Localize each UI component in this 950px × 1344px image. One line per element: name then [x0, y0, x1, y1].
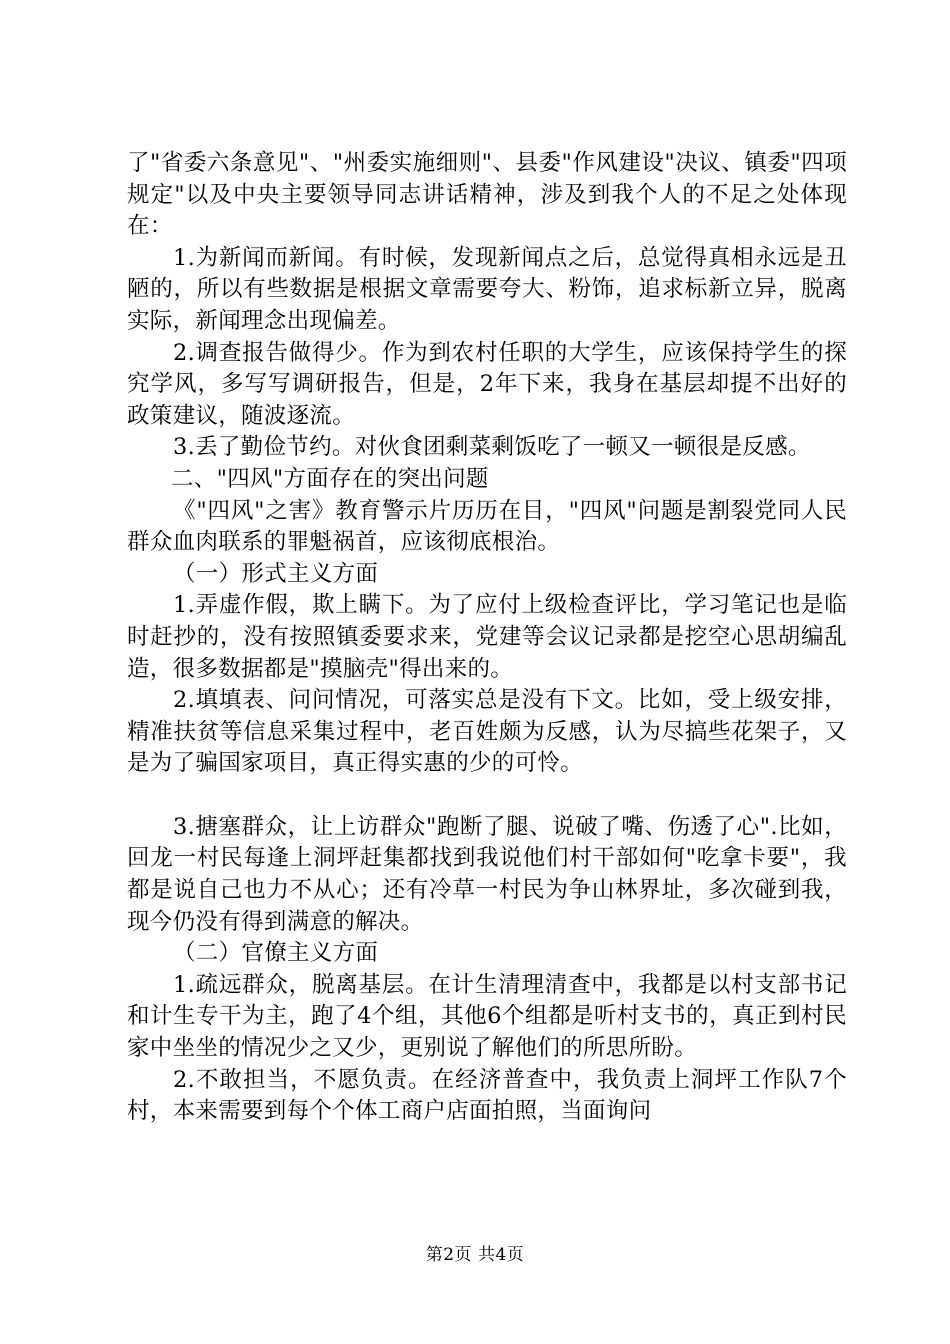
paragraph-item-news: 1.为新闻而新闻。有时候，发现新闻点之后，总觉得真相永远是丑陋的，所以有些数据是根据文章需要夸大、粉饰，追求标新立异，脱离实际，新闻理念出现偏差。 — [127, 244, 847, 334]
page-number-footer: 第2页 共4页 — [425, 1245, 525, 1265]
section-heading-four-winds: 二、"四风"方面存在的突出问题 — [171, 465, 489, 492]
document-body — [127, 148, 847, 1128]
paragraph-gap — [127, 780, 847, 812]
paragraph-item-forms: 2.填填表、问问情况，可落实总是没有下文。比如，受上级安排，精准扶贫等信息采集过程中，老百姓颇为反感，认为尽搞些花架子，又是为了骗国家项目，真正得实惠的少的可怜。 — [127, 687, 847, 777]
subsection-heading-bureaucracy: （二）官僚主义方面 — [173, 940, 379, 967]
paragraph-four-winds-intro: 《"四风"之害》教育警示片历历在目，"四风"问题是割裂党同人民群众血肉联系的罪魁祸首，应该彻底根治。 — [127, 497, 847, 556]
paragraph-item-responsibility: 2.不敢担当，不愿负责。在经济普查中，我负责上洞坪工作队7个村，本来需要到每个个体工商户店面拍照，当面询问 — [127, 1066, 847, 1125]
paragraph-item-distance: 1.疏远群众，脱离基层。在计生清理清查中，我都是以村支部书记和计生专干为主，跑了4个组，其他6个组都是听村支书的，真正到村民家中坐坐的情况少之又少，更别说了解他们的所思所盼。 — [127, 971, 847, 1062]
paragraph-item-falsification: 1.弄虚作假，欺上瞒下。为了应付上级检查评比，学习笔记也是临时赶抄的，没有按照镇委要求来，党建等会议记录都是挖空心思胡编乱造，很多数据都是"摸脑壳"得出来的。 — [127, 592, 847, 682]
paragraph-item-survey: 2.调查报告做得少。作为到农村任职的大学生，应该保持学生的探究学风，多写写调研报告，但是，2年下来，我身在基层却提不出好的政策建议，随波逐流。 — [127, 339, 847, 429]
subsection-heading-formalism: （一）形式主义方面 — [173, 560, 379, 587]
paragraph-item-petitioners: 3.搪塞群众，让上访群众"跑断了腿、说破了嘴、伤透了心".比如，回龙一村民每逢上洞坪赶集都找到我说他们村干部如何"吃拿卡要"，我都是说自己也力不从心；还有冷草一村民为争山林界址，多次碰到我，现今仍没有得到满意的解决。 — [127, 813, 847, 935]
paragraph-item-frugality: 3.丢了勤俭节约。对伙食团剩菜剩饭吃了一顿又一顿很是反感。 — [173, 434, 811, 461]
paragraph-intro-continued: 了"省委六条意见"、"州委实施细则"、县委"作风建设"决议、镇委"四项规定"以及中央主要领导同志讲话精神，涉及到我个人的不足之处体现在： — [127, 150, 847, 240]
